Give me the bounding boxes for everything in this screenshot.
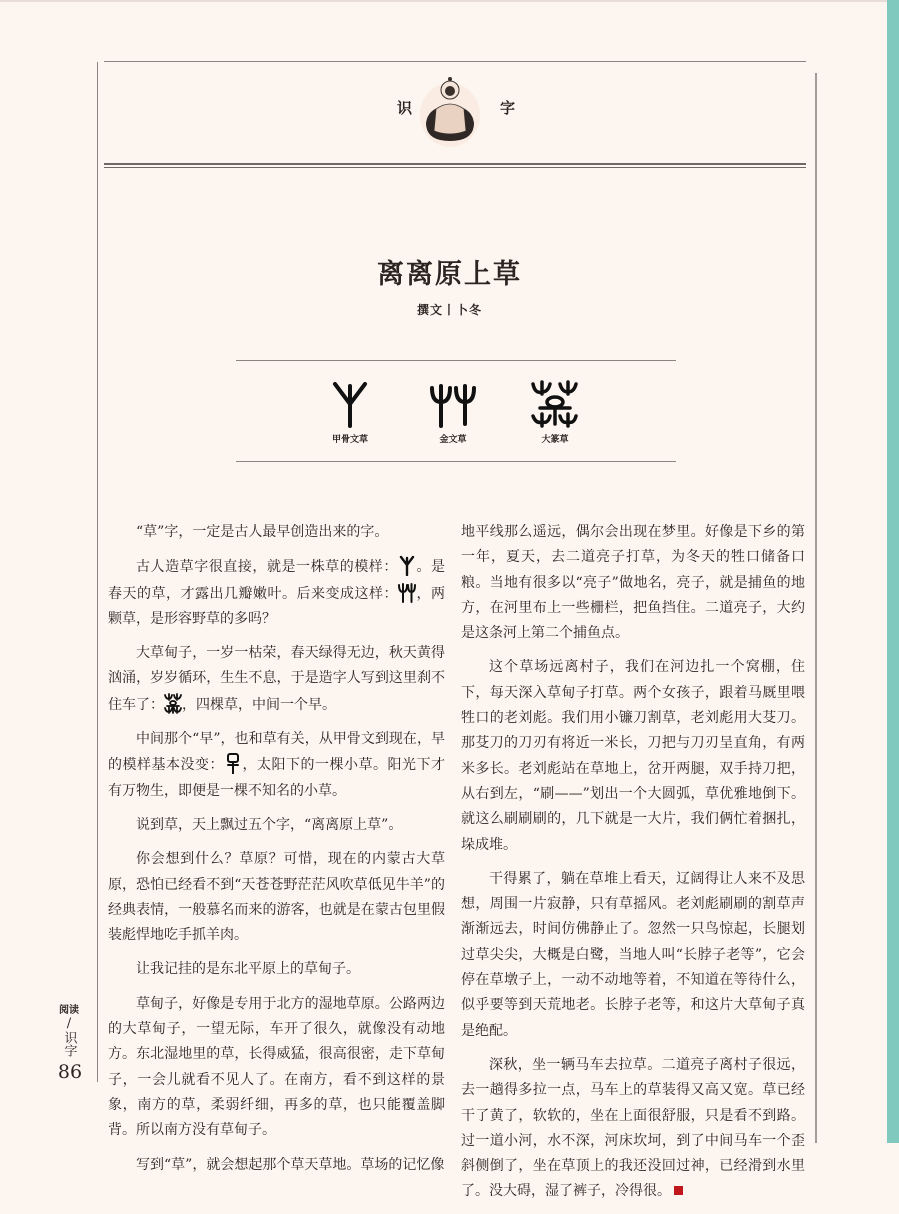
paragraph [108,992,445,1144]
running-footer [58,1005,80,1061]
paragraph [461,520,805,646]
paragraph-text: 地平线那么遥远，偶尔会出现在梦里。好像是下乡的第一年，夏天，去二道亮子打草，为冬天的牲口储备口粮。当地有很多以“亮子”做地名，亮子，就是捕鱼的地方，在河里布上一些栅栏，把鱼挡住。二道亮子，大约是这条河上第二个捕鱼点。 [461,524,805,642]
paragraph [108,554,445,632]
paragraph [108,957,445,982]
paragraph [108,847,445,948]
paragraph [108,641,445,718]
paragraph-text: 。是春天的草，才露出几瓣嫩叶。后来变成这样： [108,559,446,602]
page-number: 86 [57,1061,83,1083]
bronze-grass-glyph-icon [428,380,478,430]
paragraph-text: 这个草场远离村子，我们在河边扎一个窝棚，住下，每天深入草甸子打草。两个女孩子，跟着马厩里喂牲口的老刘彪。我们用小镰刀割草，老刘彪用大芟刀。那芟刀的刀刃有将近一米长，刀把与刀刃呈直角，有两米多长。老刘彪站在草地上，岔开两腿，双手持刀把，从右到左，“刷——”划出一个大圆弧，草优雅地倒下。就这么刷刷刷的，几下就是一大片，我们俩忙着捆扎，垛成堆。 [461,659,805,853]
oracle-glyph-icon [398,554,416,576]
body-column-right [461,520,805,1214]
paragraph-text: “草”字，一定是古人最早创造出来的字。 [136,524,389,540]
header-double-rule-bottom [104,167,806,168]
header-rule [104,61,806,62]
section-label-right: 字 [500,99,516,117]
paragraph [461,867,805,1044]
section-label-left: 识 [397,99,413,117]
glyph-label-bronze: 金文草 [439,435,467,445]
great-seal-grass-glyph-icon [530,380,580,430]
deity-emblem-icon [420,75,480,147]
paragraph [461,655,805,857]
paragraph-text: 写到“草”，就会想起那个草天草地。草场的记忆像 [136,1156,445,1173]
paragraph-text: 你会想到什么？草原？可惜，现在的内蒙古大草原，恐怕已经看不到“天苍苍野茫茫风吹草低见牛羊”的经典表情，一般慕名而来的游客，也就是在蒙古包里假装彪悍地吃手抓羊肉。 [108,851,445,944]
paragraph-text: 草甸子，好像是专用于北方的湿地草原。公路两边的大草甸子，一望无际，车开了很久，就像没有动地方。东北湿地里的草，长得威猛，很高很密，走下草甸子，一会儿就看不见人了。在南方，看不到这样的景象，南方的草，柔弱纤细，再多的草，也只能覆盖脚背。所以南方没有草甸子。 [108,995,445,1139]
right-margin-rule [815,73,817,1143]
magazine-name: 阅读 [59,1005,79,1016]
paragraph-text: 大草甸子，一岁一枯荣，春天绿得无边，秋天黄得汹涌，岁岁循环，生生不息，于是造字人写到这里刹不住车了： [108,645,445,713]
paragraph-text: 中间那个“早”，也和草有关，从甲骨文到现在，早的模样基本没变： [108,731,445,774]
footer-slash: / [66,1016,72,1031]
paragraph-text: ，两颗草，是形容野草的多吗？ [108,585,445,627]
seal-glyph-icon [164,692,182,714]
left-margin-rule [97,62,98,1082]
zao-glyph-icon [224,752,242,774]
paragraph [108,1153,445,1178]
paragraph-text: 深秋，坐一辆马车去拉草。二道亮子离村子很远，去一趟得多拉一点，马车上的草装得又高又宽。草已经干了黄了，软软的，坐在上面很舒服，只是看不到路。过一道小河，水不深，河床坎坷，到了中间马车一个歪斜侧倒了，坐在草顶上的我还没回过神，已经滑到水里了。没大碍，湿了裤子，冷得很。 [461,1056,805,1200]
body-column-left [108,520,445,1187]
page-top-edge [0,0,887,2]
paragraph-text: ，太阳下的一棵小草。阳光下才有万物生，即便是一棵不知名的小草。 [108,757,445,799]
paragraph [461,1053,805,1205]
end-of-article-mark [674,1186,683,1195]
paragraph [108,813,445,838]
paragraph-text: ，四棵草，中间一个早。 [182,696,336,713]
paragraph-text: 古人造草字很直接，就是一株草的模样： [136,559,398,576]
teal-edge-stripe [887,0,899,1143]
oracle-bone-grass-glyph-icon [325,380,375,430]
paragraph-text: 让我记挂的是东北平原上的草甸子。 [136,961,360,978]
paragraph [108,727,445,804]
glyph-label-seal: 大篆草 [541,435,569,445]
bronze-glyph-icon [398,581,416,603]
article-title: 离离原上草 [377,259,522,290]
paragraph-text: 说到草，天上飘过五个字，“离离原上草”。 [136,816,403,833]
paragraph [108,520,445,545]
glyph-panel-bottom-rule [236,461,676,462]
article-byline: 撰文丨卜冬 [416,303,482,317]
glyph-label-oracle: 甲骨文草 [331,435,368,445]
glyph-panel-top-rule [236,360,676,361]
paragraph-text: 干得累了，躺在草堆上看天，辽阔得让人来不及思想，周围一片寂静，只有草摇风。老刘彪刷刷的割草声渐渐远去，时间仿佛静止了。忽然一只鸟惊起，长腿划过草尖尖，大概是白鹭，当地人叫“长脖子老等”，它会停在草墩子上，一动不动地等着，不知道在等待什么，似乎要等到天荒地老。长脖子老等，和这片大草甸子真是绝配。 [461,870,805,1039]
footer-section-name: 识字 [61,1031,77,1057]
header-double-rule-top [104,163,806,165]
